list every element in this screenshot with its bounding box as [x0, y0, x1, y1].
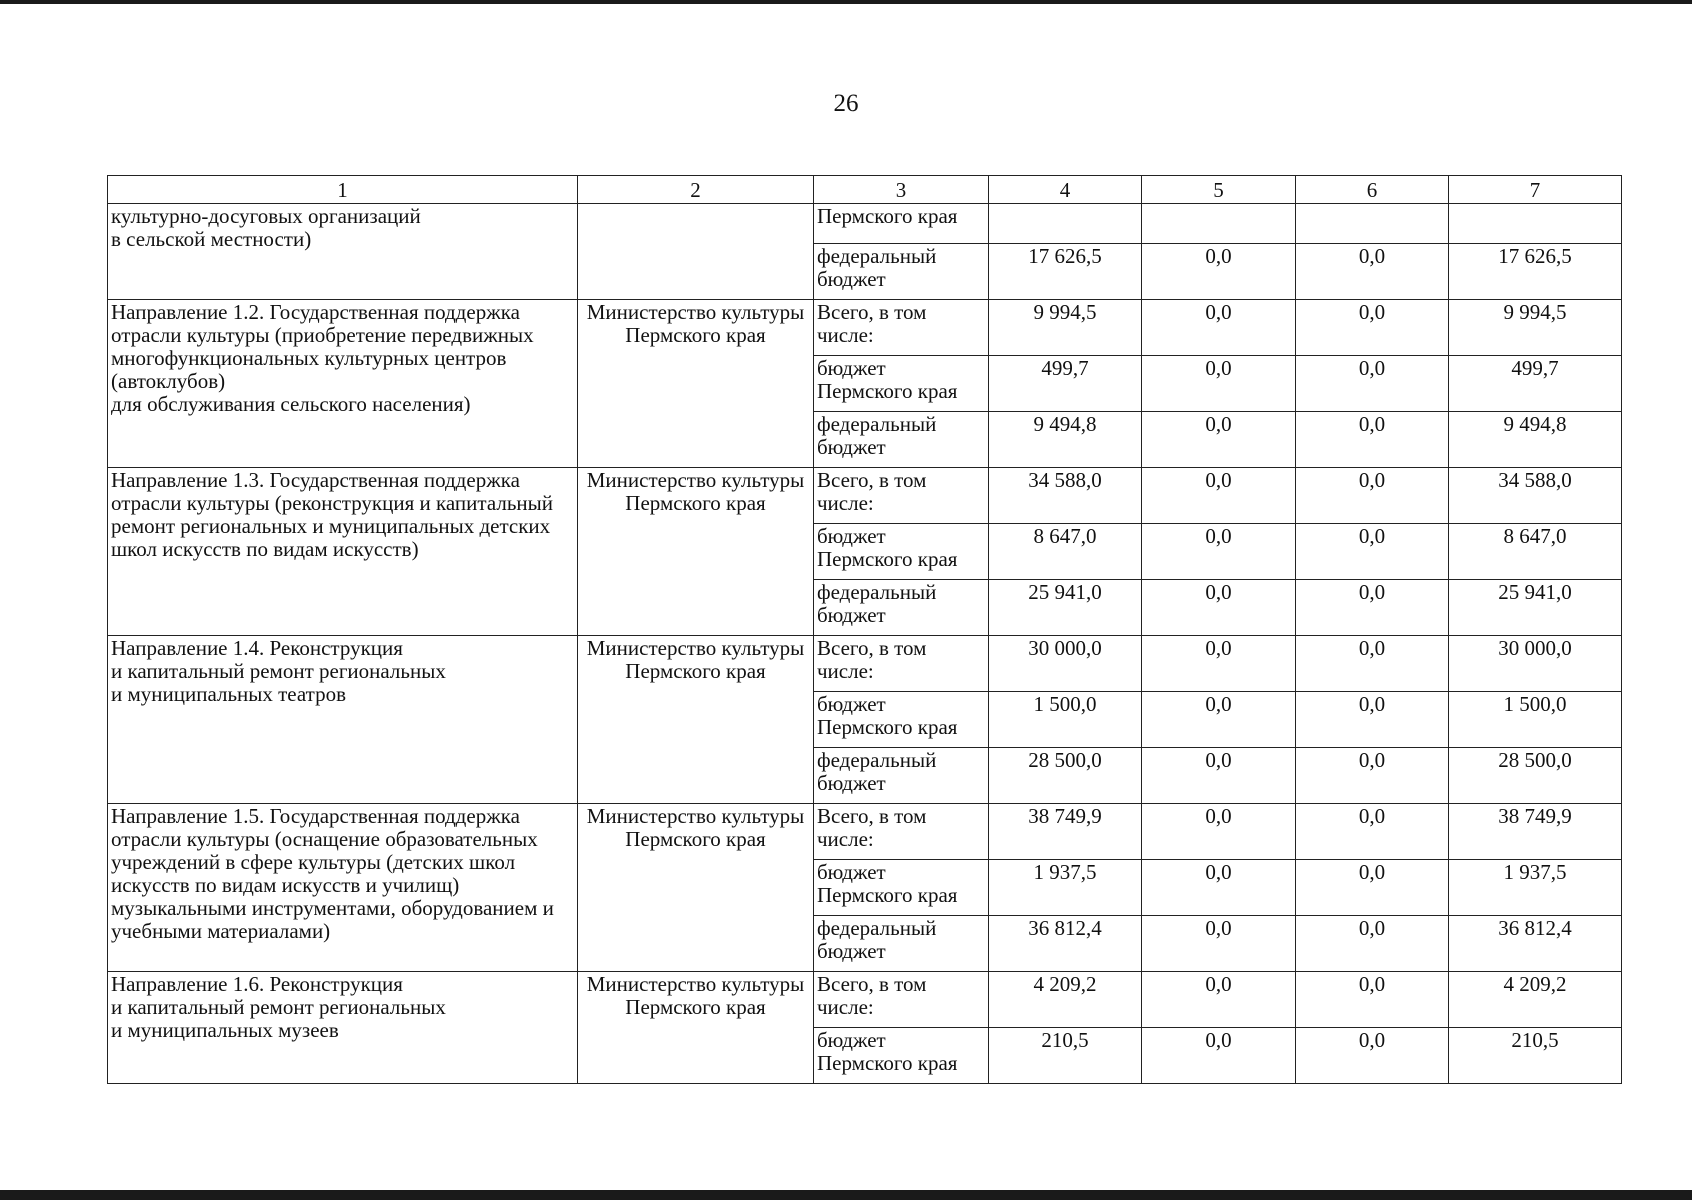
budget-table — [107, 175, 1622, 1084]
amount-cell-v4: 28 500,0 — [989, 748, 1142, 804]
amount-cell-v6: 0,0 — [1296, 244, 1449, 300]
amount-cell-v5: 0,0 — [1142, 244, 1296, 300]
table-row — [108, 972, 1622, 1028]
amount-cell-v4: 9 994,5 — [989, 300, 1142, 356]
amount-cell-v4: 38 749,9 — [989, 804, 1142, 860]
amount-cell-v4: 499,7 — [989, 356, 1142, 412]
direction-name-cell: Направление 1.3. Государственная поддержка отрасли культуры (реконструкция и капитальный ремонт региональных и муниципальных детских школ искусств по видам искусств) — [108, 468, 578, 636]
funding-source-cell: Всего, в том числе: — [814, 636, 989, 692]
amount-cell-v7: 9 494,8 — [1449, 412, 1622, 468]
amount-cell-v6: 0,0 — [1296, 972, 1449, 1028]
amount-cell-v6: 0,0 — [1296, 692, 1449, 748]
funding-source-cell: бюджет Пермского края — [814, 692, 989, 748]
amount-cell-v7: 36 812,4 — [1449, 916, 1622, 972]
column-header: 6 — [1296, 176, 1449, 204]
amount-cell-v4 — [989, 204, 1142, 244]
amount-cell-v6: 0,0 — [1296, 1028, 1449, 1084]
funding-source-cell: Пермского края — [814, 204, 989, 244]
table-row — [108, 804, 1622, 860]
responsible-executor-cell: Министерство культуры Пермского края — [578, 636, 814, 804]
amount-cell-v5: 0,0 — [1142, 972, 1296, 1028]
amount-cell-v7: 8 647,0 — [1449, 524, 1622, 580]
funding-source-cell: федеральный бюджет — [814, 748, 989, 804]
amount-cell-v7: 17 626,5 — [1449, 244, 1622, 300]
funding-source-cell: Всего, в том числе: — [814, 972, 989, 1028]
funding-source-cell: Всего, в том числе: — [814, 804, 989, 860]
amount-cell-v5: 0,0 — [1142, 636, 1296, 692]
amount-cell-v7: 4 209,2 — [1449, 972, 1622, 1028]
funding-source-cell: бюджет Пермского края — [814, 524, 989, 580]
table-row — [108, 636, 1622, 692]
column-header: 4 — [989, 176, 1142, 204]
amount-cell-v4: 210,5 — [989, 1028, 1142, 1084]
amount-cell-v7: 25 941,0 — [1449, 580, 1622, 636]
responsible-executor-cell: Министерство культуры Пермского края — [578, 468, 814, 636]
amount-cell-v6: 0,0 — [1296, 580, 1449, 636]
amount-cell-v6: 0,0 — [1296, 356, 1449, 412]
responsible-executor-cell — [578, 204, 814, 300]
amount-cell-v6: 0,0 — [1296, 860, 1449, 916]
page-number: 26 — [833, 90, 859, 117]
amount-cell-v5: 0,0 — [1142, 524, 1296, 580]
table-row — [108, 204, 1622, 244]
funding-source-cell: федеральный бюджет — [814, 244, 989, 300]
amount-cell-v5: 0,0 — [1142, 300, 1296, 356]
column-number-row — [108, 176, 1622, 204]
amount-cell-v6: 0,0 — [1296, 804, 1449, 860]
amount-cell-v6: 0,0 — [1296, 300, 1449, 356]
amount-cell-v5: 0,0 — [1142, 356, 1296, 412]
table-row — [108, 468, 1622, 524]
amount-cell-v7: 28 500,0 — [1449, 748, 1622, 804]
amount-cell-v5: 0,0 — [1142, 916, 1296, 972]
amount-cell-v7: 1 500,0 — [1449, 692, 1622, 748]
amount-cell-v4: 9 494,8 — [989, 412, 1142, 468]
amount-cell-v6: 0,0 — [1296, 524, 1449, 580]
responsible-executor-cell: Министерство культуры Пермского края — [578, 972, 814, 1084]
amount-cell-v4: 17 626,5 — [989, 244, 1142, 300]
responsible-executor-cell: Министерство культуры Пермского края — [578, 300, 814, 468]
funding-source-cell: федеральный бюджет — [814, 412, 989, 468]
direction-name-cell: Направление 1.4. Реконструкция и капитальный ремонт региональных и муниципальных театров — [108, 636, 578, 804]
funding-source-cell: Всего, в том числе: — [814, 300, 989, 356]
amount-cell-v7: 9 994,5 — [1449, 300, 1622, 356]
table-row — [108, 300, 1622, 356]
column-header: 5 — [1142, 176, 1296, 204]
amount-cell-v5 — [1142, 204, 1296, 244]
amount-cell-v5: 0,0 — [1142, 804, 1296, 860]
amount-cell-v6: 0,0 — [1296, 412, 1449, 468]
funding-source-cell: бюджет Пермского края — [814, 860, 989, 916]
column-header: 2 — [578, 176, 814, 204]
funding-source-cell: бюджет Пермского края — [814, 1028, 989, 1084]
funding-source-cell: Всего, в том числе: — [814, 468, 989, 524]
column-header: 7 — [1449, 176, 1622, 204]
amount-cell-v7: 210,5 — [1449, 1028, 1622, 1084]
table-body — [108, 204, 1622, 1084]
amount-cell-v7: 499,7 — [1449, 356, 1622, 412]
amount-cell-v5: 0,0 — [1142, 580, 1296, 636]
amount-cell-v6: 0,0 — [1296, 916, 1449, 972]
amount-cell-v4: 30 000,0 — [989, 636, 1142, 692]
amount-cell-v4: 1 500,0 — [989, 692, 1142, 748]
amount-cell-v6: 0,0 — [1296, 636, 1449, 692]
amount-cell-v6 — [1296, 204, 1449, 244]
amount-cell-v5: 0,0 — [1142, 692, 1296, 748]
amount-cell-v4: 36 812,4 — [989, 916, 1142, 972]
amount-cell-v4: 8 647,0 — [989, 524, 1142, 580]
amount-cell-v7 — [1449, 204, 1622, 244]
amount-cell-v5: 0,0 — [1142, 860, 1296, 916]
column-header: 1 — [108, 176, 578, 204]
scan-top-edge — [0, 0, 1692, 4]
amount-cell-v7: 1 937,5 — [1449, 860, 1622, 916]
funding-source-cell: федеральный бюджет — [814, 916, 989, 972]
amount-cell-v5: 0,0 — [1142, 412, 1296, 468]
amount-cell-v5: 0,0 — [1142, 1028, 1296, 1084]
column-header: 3 — [814, 176, 989, 204]
amount-cell-v5: 0,0 — [1142, 468, 1296, 524]
direction-name-cell: Направление 1.2. Государственная поддержка отрасли культуры (приобретение передвижных многофункциональных культурных центров (автоклубов) для обслуживания сельского населения) — [108, 300, 578, 468]
amount-cell-v4: 1 937,5 — [989, 860, 1142, 916]
amount-cell-v7: 30 000,0 — [1449, 636, 1622, 692]
direction-name-cell: Направление 1.6. Реконструкция и капитальный ремонт региональных и муниципальных музеев — [108, 972, 578, 1084]
amount-cell-v4: 34 588,0 — [989, 468, 1142, 524]
amount-cell-v4: 4 209,2 — [989, 972, 1142, 1028]
amount-cell-v4: 25 941,0 — [989, 580, 1142, 636]
scan-bottom-edge — [0, 1190, 1692, 1200]
amount-cell-v5: 0,0 — [1142, 748, 1296, 804]
direction-name-cell: Направление 1.5. Государственная поддержка отрасли культуры (оснащение образовательных учреждений в сфере культуры (детских школ искусств по видам искусств и училищ) музыкальными инструментами, оборудованием и учебными материалами) — [108, 804, 578, 972]
amount-cell-v6: 0,0 — [1296, 748, 1449, 804]
responsible-executor-cell: Министерство культуры Пермского края — [578, 804, 814, 972]
amount-cell-v6: 0,0 — [1296, 468, 1449, 524]
funding-source-cell: федеральный бюджет — [814, 580, 989, 636]
amount-cell-v7: 34 588,0 — [1449, 468, 1622, 524]
direction-name-cell: культурно-досуговых организаций в сельской местности) — [108, 204, 578, 300]
amount-cell-v7: 38 749,9 — [1449, 804, 1622, 860]
funding-source-cell: бюджет Пермского края — [814, 356, 989, 412]
